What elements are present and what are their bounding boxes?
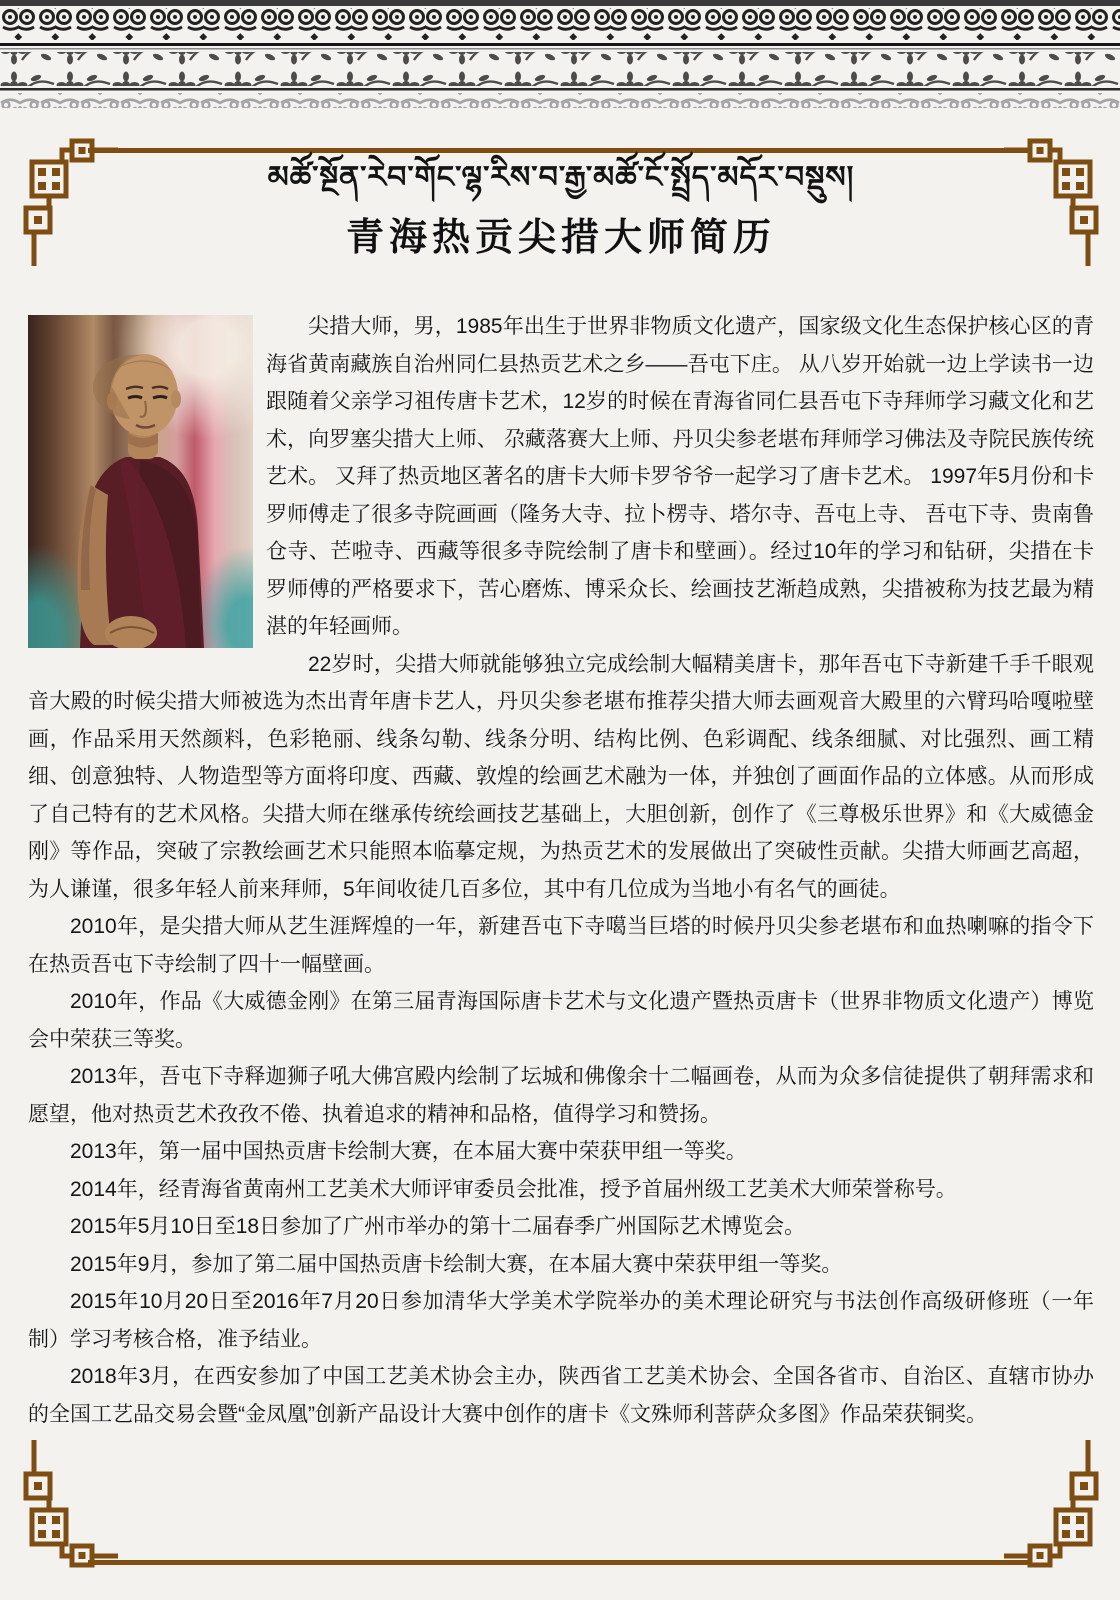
frame-corner-bottom-left bbox=[18, 1438, 118, 1568]
document-body bbox=[28, 156, 1094, 1433]
master-portrait-photo bbox=[28, 315, 253, 648]
paragraph-text: 2018年3月，在西安参加了中国工艺美术协会主办，陕西省工艺美术协会、全国各省市、自治区、直辖市协办的全国工艺品交易会暨“金凤凰”创新产品设计大赛中创作的唐卡《文殊师利菩萨众多图》作品荣获铜奖。 bbox=[28, 1365, 1094, 1426]
paragraph-text: 尖措大师，男，1985年出生于世界非物质文化遗产，国家级文化生态保护核心区的青海省黄南藏族自治州同仁县热贡艺术之乡——吾屯下庄。 从八岁开始就一边上学读书一边跟随着父亲学习祖传唐卡艺术，12岁的时候在青海省同仁县吾屯下寺拜师学习藏文化和艺术，向罗塞尖措大上师、 尕藏落赛大上师、丹贝尖参老堪布拜师学习佛法及寺院民族传统艺术。 又拜了热贡地区著名的唐卡大师卡罗爷爷一起学习了唐卡艺术。 1997年5月份和卡罗师傅走了很多寺院画画（隆务大寺、拉卜楞寺、塔尔寺、吾屯上寺、 吾屯下寺、贵南鲁仓寺、芒啦寺、西藏等很多寺院绘制了唐卡和壁画）。经过10年的学习和钻研，尖措在卡罗师傅的严格要求下，苦心磨炼、博采众长、绘画技艺渐趋成熟，尖措被称为技艺最为精湛的年轻画师。 bbox=[266, 315, 1094, 638]
paragraph-text: 2015年9月，参加了第二届中国热贡唐卡绘制大赛，在本届大赛中荣获甲组一等奖。 bbox=[70, 1252, 843, 1276]
paragraph-intro bbox=[28, 308, 1094, 646]
paragraph bbox=[28, 646, 1094, 909]
biography-article bbox=[28, 308, 1094, 1433]
paragraph bbox=[28, 1171, 1094, 1209]
paragraph-text: 2010年，作品《大威德金刚》在第三届青海国际唐卡艺术与文化遗产暨热贡唐卡（世界非物质文化遗产）博览会中荣获三等奖。 bbox=[28, 990, 1094, 1051]
paragraph-text: 2013年，吾屯下寺释迦狮子吼大佛宫殿内绘制了坛城和佛像余十二幅画卷，从而为众多信徒提供了朝拜需求和愿望，他对热贡艺术孜孜不倦、执着追求的精神和品格，值得学习和赞扬。 bbox=[28, 1065, 1094, 1126]
paragraph bbox=[28, 908, 1094, 983]
paragraph-text: 2013年，第一届中国热贡唐卡绘制大赛，在本届大赛中荣获甲组一等奖。 bbox=[70, 1140, 747, 1163]
page-title-tibetan: མཚོ་སྔོན་རེབ་གོང་ལྷ་རིས་བ་རྒྱ་མཚོ་ངོ་སྤྲོད་མདོར་བསྡུས། bbox=[267, 161, 855, 194]
paragraph-text: 2015年10月20日至2016年7月20日参加清华大学美术学院举办的美术理论研究与书法创作高级研修班（一年制）学习考核合格，准予结业。 bbox=[28, 1290, 1094, 1351]
frame-rule-top bbox=[88, 148, 1032, 153]
paragraph-text: 22岁时，尖措大师就能够独立完成绘制大幅精美唐卡，那年吾屯下寺新建千手千眼观音大殿的时候尖措大师被选为杰出青年唐卡艺人，丹贝尖参老堪布推荐尖措大师去画观音大殿里的六臂玛哈嘎啦壁画，作品采用天然颜料，色彩艳丽、线条勾勒、线条分明、结构比例、色彩调配、线条细腻、对比强烈、画工精细、创意独特、人物造型等方面将印度、西藏、敦煌的绘画艺术融为一体，并独创了画面作品的立体感。从而形成了自己特有的艺术风格。尖措大师在继承传统绘画技艺基础上，大胆创新，创作了《三尊极乐世界》和《大威德金刚》等作品，突破了宗教绘画艺术只能照本临摹定规，为热贡艺术的发展做出了突破性贡献。尖措大师画艺高超，为人谦谨，很多年轻人前来拜师，5年间收徒几百多位，其中有几位成为当地小有名气的画徒。 bbox=[28, 652, 1094, 901]
paragraph bbox=[28, 983, 1094, 1058]
paragraph bbox=[28, 1208, 1094, 1246]
monk-figure bbox=[78, 354, 204, 648]
frame-corner-bottom-right bbox=[1004, 1438, 1104, 1568]
frame-rule-bottom bbox=[88, 1560, 1032, 1565]
paragraph bbox=[28, 1058, 1094, 1133]
paragraph bbox=[28, 1358, 1094, 1433]
paragraph bbox=[28, 1283, 1094, 1358]
paragraph bbox=[28, 1133, 1094, 1171]
paragraph bbox=[28, 1246, 1094, 1284]
paragraph-text: 2014年，经青海省黄南州工艺美术大师评审委员会批准，授予首届州级工艺美术大师荣誉称号。 bbox=[70, 1177, 957, 1201]
page-title-chinese: 青海热贡尖措大师简历 bbox=[345, 217, 776, 259]
top-ornamental-border bbox=[0, 0, 1120, 108]
paragraph-text: 2015年5月10日至18日参加了广州市举办的第十二届春季广州国际艺术博览会。 bbox=[70, 1215, 806, 1238]
paragraph-text: 2010年，是尖措大师从艺生涯辉煌的一年，新建吾屯下寺噶当巨塔的时候丹贝尖参老堪布和血热喇嘛的指令下在热贡吾屯下寺绘制了四十一幅壁画。 bbox=[28, 915, 1094, 976]
